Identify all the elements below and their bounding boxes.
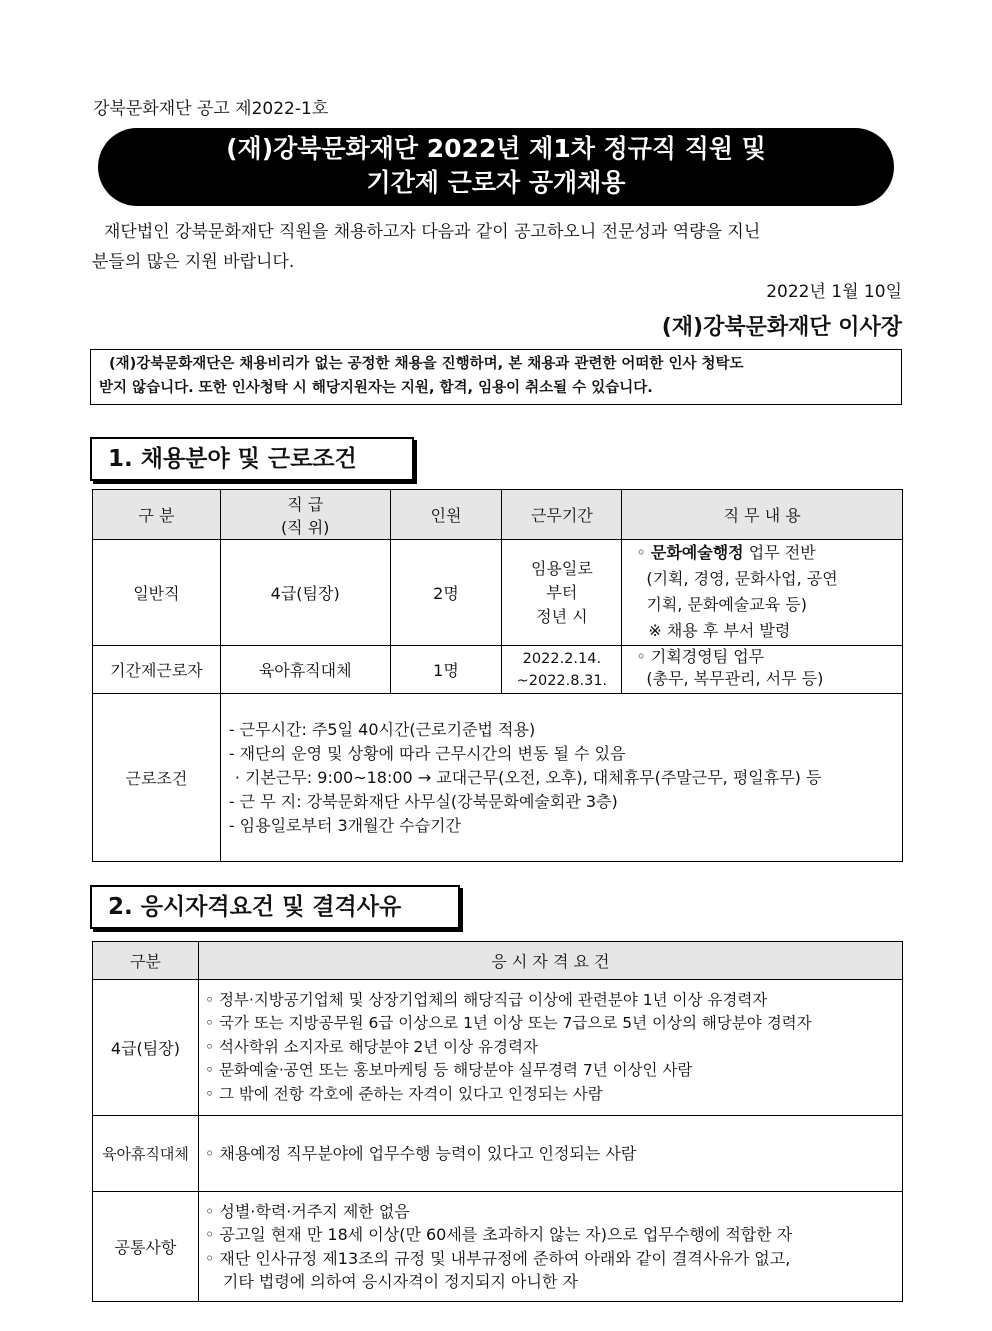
row1-category: 일반직 [93, 540, 221, 646]
row1-grade: 4급(팀장) [220, 540, 390, 646]
condition-item: - 근 무 지: 강북문화재단 사무실(강북문화예술회관 3층) [228, 791, 618, 811]
row1-duty-line-2: (기획, 경영, 문화사업, 공연 [646, 569, 838, 588]
header-duty: 직 무 내 용 [622, 490, 903, 540]
row2-category: 기간제근로자 [93, 646, 221, 694]
row1-period-line-1: 임용일로 [530, 558, 593, 578]
list-item: ◦ 석사학위 소지자로 해당분야 2년 이상 유경력자 [204, 1037, 538, 1056]
intro-line-2: 분들의 많은 지원 바랍니다. [92, 252, 295, 272]
list-item: ◦ 국가 또는 지방공무원 6급 이상으로 1년 이상 또는 7급으로 5년 이상의 해당분야 경력자 [204, 1014, 812, 1033]
notice-number: 강북문화재단 공고 제2022-1호 [93, 99, 329, 119]
header-count: 인원 [390, 490, 502, 540]
qual-row3-items [198, 1192, 902, 1302]
section-1-heading: 1. 채용분야 및 근로조건 [90, 437, 414, 481]
row1-duty-bullet: ◦ [636, 543, 646, 562]
fair-hiring-notice [90, 349, 902, 405]
table-row [93, 1192, 903, 1302]
table-row [93, 540, 903, 646]
list-item: 기타 법령에 의하여 응시자격이 정지되지 아니한 자 [222, 1272, 578, 1291]
row1-duty-line-4: ※ 채용 후 부서 발령 [648, 621, 791, 640]
list-item: ◦ 그 밖에 전항 각호에 준하는 자격이 있다고 인정되는 사람 [204, 1084, 603, 1103]
table-header-row [93, 490, 903, 540]
issuer: (재)강북문화재단 이사장 [661, 315, 902, 340]
list-item: ◦ 성별·학력·거주지 제한 없음 [204, 1201, 410, 1221]
list-item: ◦ 문화예술·공연 또는 홍보마케팅 등 해당분야 실무경력 7년 이상인 사람 [204, 1061, 693, 1080]
list-item: ◦ 공고일 현재 만 18세 이상(만 60세를 초과하지 않는 자)으로 업무수행에 적합한 자 [204, 1225, 793, 1244]
condition-item: · 기본근무: 9:00~18:00 → 교대근무(오전, 오후), 대체휴무(주말근무, 평일휴무) 등 [234, 767, 822, 787]
recruitment-table [92, 489, 903, 862]
qual-row2-category: 육아휴직대체 [93, 1116, 199, 1192]
row1-period-line-3: 정년 시 [536, 606, 588, 626]
condition-item: - 근무시간: 주5일 40시간(근로기준법 적용) [228, 719, 536, 739]
header-grade [220, 490, 390, 540]
conditions-row [93, 694, 903, 862]
row1-period-line-2: 부터 [546, 582, 578, 602]
header-requirements: 응 시 자 격 요 건 [198, 942, 902, 980]
row2-count: 1명 [390, 646, 502, 694]
list-item: ◦ 재단 인사규정 제13조의 규정 및 내부규정에 준하여 아래와 같이 결격사유가 없고, [204, 1248, 791, 1268]
row2-duty [622, 646, 903, 694]
intro-line-1: 재단법인 강북문화재단 직원을 채용하고자 다음과 같이 공고하오니 전문성과 역량을 지닌 [104, 222, 761, 242]
qual-row1-category: 4급(팀장) [93, 980, 199, 1116]
qual-row2-items [198, 1116, 902, 1192]
row1-duty-line-1 [636, 540, 902, 566]
header-period: 근무기간 [502, 490, 622, 540]
row1-period [502, 540, 622, 646]
row1-duty [622, 540, 903, 646]
page-title [98, 128, 894, 206]
condition-item: - 임용일로부터 3개월간 수습기간 [228, 815, 461, 835]
warning-line-1: (재)강북문화재단은 채용비리가 없는 공정한 채용을 진행하며, 본 채용과 관련한 어떠한 인사 청탁도 [109, 356, 744, 372]
intro-paragraph [92, 217, 904, 277]
table-row [93, 1116, 903, 1192]
row2-period-line-2: ~2022.8.31. [516, 672, 608, 689]
table-row [93, 646, 903, 694]
row2-period [502, 646, 622, 694]
row1-count: 2명 [390, 540, 502, 646]
row2-period-line-1: 2022.2.14. [522, 650, 602, 667]
conditions-list [220, 694, 902, 862]
announcement-date: 2022년 1월 10일 [766, 282, 902, 302]
list-item: ◦ 채용예정 직무분야에 업무수행 능력이 있다고 인정되는 사람 [204, 1143, 637, 1163]
row1-duty-rest: 업무 전반 [748, 543, 816, 562]
row1-duty-field: 문화예술행정 [650, 543, 744, 562]
header-category: 구 분 [93, 490, 221, 540]
conditions-label: 근로조건 [93, 694, 221, 862]
table-row [93, 980, 903, 1116]
list-item: ◦ 정부·지방공기업체 및 상장기업체의 해당직급 이상에 관련분야 1년 이상 유경력자 [204, 990, 768, 1009]
row1-duty-line-3: 기획, 문화예술교육 등) [646, 595, 807, 614]
warning-line-2: 받지 않습니다. 또한 인사청탁 시 해당지원자는 지원, 합격, 임용이 취소될 수 있습니다. [99, 380, 653, 396]
qual-row1-items [198, 980, 902, 1116]
title-line-1: (재)강북문화재단 2022년 제1차 정규직 직원 및 [226, 134, 766, 163]
title-line-2: 기간제 근로자 공개채용 [366, 168, 626, 197]
row2-grade: 육아휴직대체 [220, 646, 390, 694]
section-2-heading: 2. 응시자격요건 및 결격사유 [90, 885, 460, 929]
header-category: 구분 [93, 942, 199, 980]
row2-duty-line-1: ◦ 기획경영팀 업무 [636, 647, 765, 666]
qualification-table [92, 941, 903, 1302]
header-grade-line-2: (직 위) [280, 517, 330, 537]
qual-row3-category: 공통사항 [93, 1192, 199, 1302]
header-grade-line-1: 직 급 [287, 494, 324, 514]
row2-duty-line-2: (총무, 복무관리, 서무 등) [646, 669, 824, 688]
table-header-row [93, 942, 903, 980]
condition-item: - 재단의 운영 및 상황에 따라 근무시간의 변동 될 수 있음 [228, 743, 626, 763]
